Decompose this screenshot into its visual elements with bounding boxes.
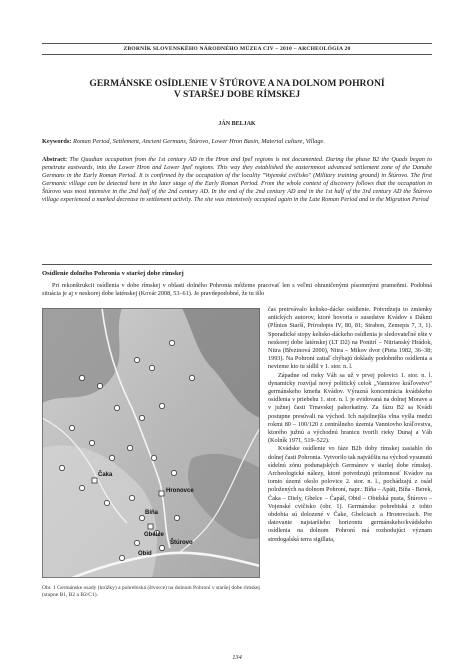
settlement-marker (79, 485, 84, 490)
keywords (42, 138, 432, 146)
right-column (268, 306, 432, 544)
map-label: Hronovce (166, 488, 194, 494)
settlement-marker (139, 515, 144, 520)
abstract-label: Abstract: (42, 156, 68, 163)
map-label: Obid (138, 551, 152, 557)
article-title (42, 78, 432, 100)
settlement-marker (59, 465, 64, 470)
settlement-marker (129, 495, 134, 500)
settlement-marker (189, 375, 194, 380)
settlement-marker (119, 555, 124, 560)
settlement-marker (149, 365, 154, 370)
title-line-2: V STARŠEJ DOBE RÍMSKEJ (173, 89, 301, 100)
settlement-marker (159, 545, 164, 550)
page-number: 134 (232, 654, 242, 661)
author: JÁN BELJAK (218, 121, 256, 127)
settlement-marker (127, 445, 132, 450)
cemetery-marker (159, 491, 164, 496)
keywords-text: Roman Period, Settlement, Ancient Germans, Štúrovo, Lower Hron Basin, Material culture, Village. (71, 138, 325, 145)
map-label: Bíňa (145, 510, 159, 516)
map-label: Gbelce (144, 532, 165, 538)
paragraph: Kvádske osídlenie vo fáze B2b doby rímskej zasiahlo do dolnej časti Pohronia. Vytvorilo tak najväčšiu na východ vysunutú sídelnú zónu podunajských Germánov v staršej dobe rímskej. Archeologické nálezy, ktoré potvrdzujú prítomnosť Kvádov na tomto území okolo polovice 2. stor. n. l., pochádzajú z osád položených na dolnom Pohroní, napr.: Bíňa – Apáti, Bíňa - Berek, Čaka – Diely, Gbelce – Čapáš, Obid – Obidská pusta, Štúrovo – Vojenské cvičisko (obr. 1). Germánske pohrebiská z tohto obdobia sú dolozené v Čake, Gbelciach a Hronovciach. Pre datovanie najstaršieho horizontu germánskeho/kvádskeho osídlenia na dolnom Pohroní má rozhodujúci význam stredogalská terra sigillata, (268, 445, 433, 543)
settlement-marker (151, 455, 156, 460)
settlement-marker (174, 515, 179, 520)
settlement-marker (97, 383, 102, 388)
journal-header: ZBORNÍK SLOVENSKÉHO NÁRODNÉHO MÚZEA CIV – 2010 – ARCHEOLÓGIA 20 (42, 43, 432, 55)
section-heading: Osídlenie dolného Pohronia v staršej dobe rímskej (42, 270, 184, 277)
settlement-marker (69, 425, 74, 430)
figure-caption: Obr. 1 Germánske osady (krúžky) a pohrebiská (štvorce) na dolnom Pohroní v staršej dobe rímskej (stupne B1, B2 a B2/C1). (42, 585, 260, 598)
settlement-marker (171, 470, 176, 475)
paragraph: čas pretrvávalo keltsko-dácke osídlenie. Potvrdzuju to zmienky antických autorov, ktoré hovoria o susedstve Kvádov s Dákmi (Plínius Starší, Prírodopis IV, 80, 81; Strabon, Zemepis 7, 3, 1). Sporadické stopy keltsko-dáckeho osídlenia je sledovateľné ešte v neskorej dobe laténskej (LT D2) na Ponitrí – Nitrianský Hrádok, Nitra (Březinová 2000), Nitra – Mikov dvor (Pieta 1982, 36–38; 1993). Na Pohroní zatiaľ chýbajú doklady podobného osídlenia a nevieme kto tu sídlil v 1. stor. n. l. (268, 306, 432, 371)
map-label: Štúrovo (170, 540, 193, 546)
section-divider (42, 264, 432, 265)
title-line-1: GERMÁNSKE OSÍDLENIE V ŠTÚROVE A NA DOLNOM POHRONÍ (89, 78, 385, 89)
keywords-label: Keywords: (42, 138, 72, 145)
abstract (42, 156, 432, 205)
cemetery-marker (92, 478, 97, 483)
settlement-marker (109, 455, 114, 460)
abstract-text: The Quadian occupation from the 1st century AD in the Hron and Ipeľ regions is not documented. During the phase B2 the Quads began to penetrate eastwards, into the Lower Hron and Lower Ipeľ regions. This way they established the easternmost advanced settlement zone of the Danube Germans in the Early Roman Period. It is confirmed by the occupation of the locality "Vojenské cvičisko" (Military training ground) in Štúrovo. The first Germanic village can be detected here in the later stage of the Early Roman Period. From the whole context of discovery follows that the occupation in Štúrovo was most intensive in the 2nd half of the 2nd century AD. In the end of the 2nd century AD and in the 1st half of the 3rd century AD the Štúrovo village experienced a marked decrease in settlement activity. The site was intensively occupied again in the Late Roman Period and in the Migration Period (42, 156, 432, 204)
settlement-marker (134, 540, 139, 545)
intro-paragraph: Pri rekonštrukcii osídlenia v dobe rímskej v oblasti dolného Pohronia môžeme pracovať len s veľmi ohraničenými písomnými prameňmi. Podobná situácia je aj v neskorej dobe laténskej (Kovár 2008, 53–61). Je pravdepodobné, že tu išlo (42, 282, 432, 298)
settlement-marker (139, 415, 144, 420)
paragraph: Západne od rieky Váh sa už v prvej polovici 1. stor. n. l. dynamicky rozvíjal nový politický celok „Vanniove kráľovstvo“ germánskeho kmeňa Kvádov. Výrazná koncentrácia kvádskeho osídlenia v priebehu 1. stor. n. l. je evidovaná na dolnej Morave a v južnej časti Trnavskej pahorkatiny. Za fázu B2 sa Kvádi postupne presúvali na východ. Ich najsilnejšia vlna vyšla medzi rokmi 80 – 100/120 z centrálneho územia Vanniovho kráľovstva, ktorého južnú a východnú hranicu tvorili rieky Dunaj a Váh (Kolník 1971, 519–522). (268, 371, 432, 445)
settlement-marker (89, 440, 94, 445)
settlement-marker (104, 500, 109, 505)
settlement-marker (114, 405, 119, 410)
relief-map (42, 308, 260, 578)
settlement-marker (169, 340, 174, 345)
settlement-marker (159, 403, 164, 408)
settlement-marker (134, 357, 139, 362)
cemetery-marker (148, 524, 153, 529)
settlement-marker (79, 375, 84, 380)
map-label: Čaka (98, 472, 113, 478)
